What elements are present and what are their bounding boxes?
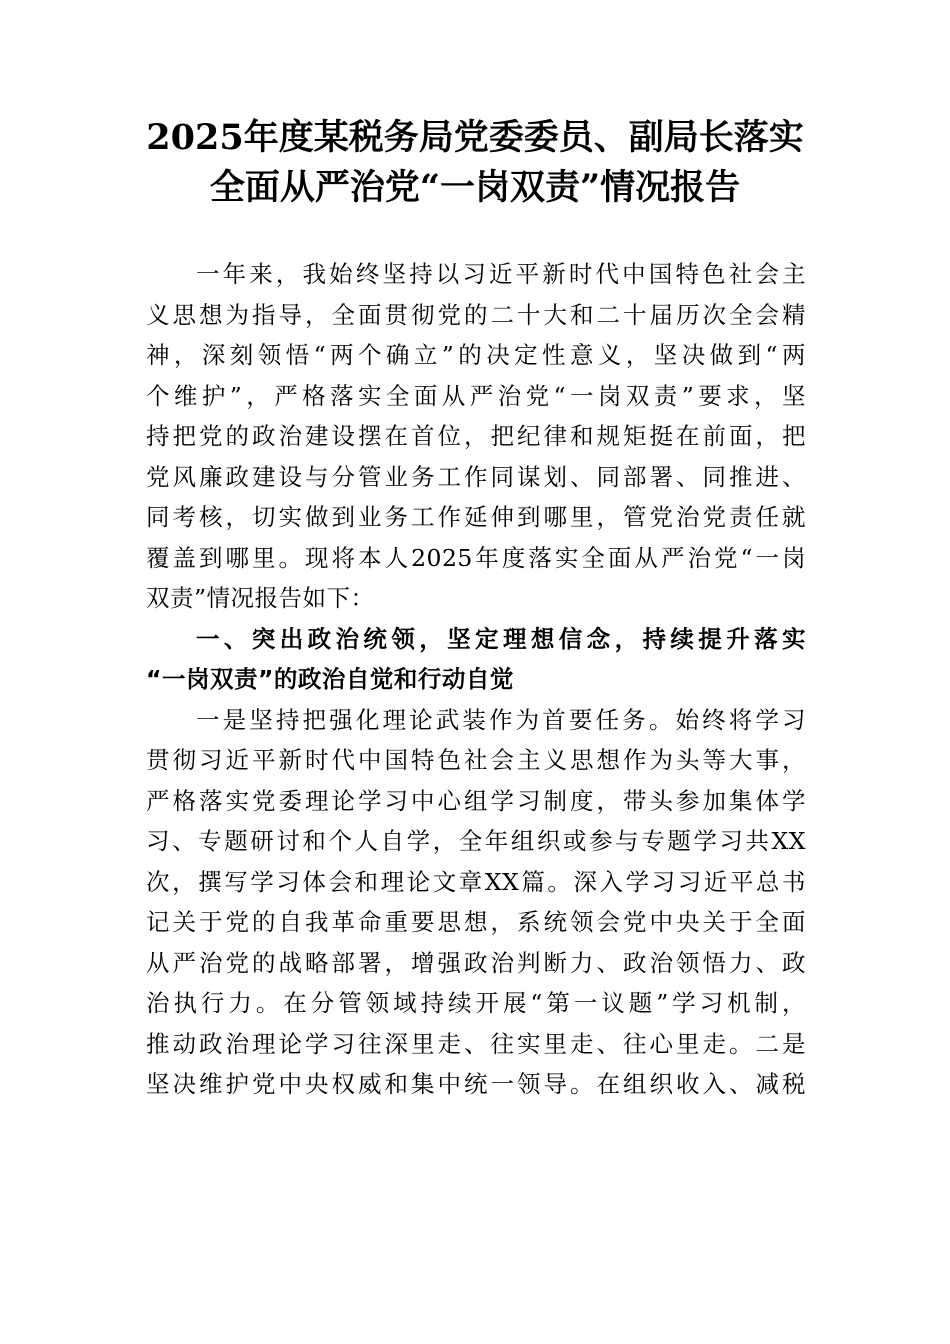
section-body-line: 记关于党的自我革命重要思想，系统领会党中央关于全面 (146, 908, 806, 936)
section-body-line: 治执行力。在分管领域持续开展“第一议题”学习机制， (146, 989, 806, 1017)
section-body-line: 次，撰写学习体会和理论文章XX篇。深入学习习近平总书 (146, 867, 806, 896)
section-body-line: 严格落实党委理论学习中心组学习制度，带头参加集体学 (146, 786, 806, 815)
title-line-2: 全面从严治党“一岗双责”情况报告 (209, 167, 741, 208)
section-body-line: 一是坚持把强化理论武装作为首要任务。始终将学习 (196, 705, 806, 734)
document-body (146, 254, 806, 1105)
intro-line: 义思想为指导，全面贯彻党的二十大和二十届历次全会精 (146, 300, 806, 329)
intro-line: 一年来，我始终坚持以习近平新时代中国特色社会主 (196, 260, 806, 288)
intro-line: 神，深刻领悟“两个确立”的决定性意义，坚决做到“两 (146, 341, 806, 369)
document-title (140, 113, 810, 213)
section-heading-line: “一岗双责”的政治自觉和行动自觉 (146, 665, 514, 693)
intro-line: 双责”情况报告如下： (146, 584, 375, 612)
section-body-line: 坚决维护党中央权威和集中统一领导。在组织收入、减税 (146, 1070, 806, 1098)
section-body-line: 习、专题研讨和个人自学，全年组织或参与专题学习共XX (146, 827, 806, 855)
section-body-line: 从严治党的战略部署，增强政治判断力、政治领悟力、政 (146, 948, 806, 977)
intro-line: 覆盖到哪里。现将本人2025年度落实全面从严治党“一岗 (146, 543, 806, 572)
section-body-line: 贯彻习近平新时代中国特色社会主义思想作为头等大事， (146, 746, 806, 774)
section-body-line: 推动政治理论学习往深里走、往实里走、往心里走。二是 (146, 1029, 806, 1058)
intro-line: 个维护”，严格落实全面从严治党“一岗双责”要求，坚 (146, 381, 806, 410)
title-line-1: 2025年度某税务局党委委员、副局长落实 (146, 117, 804, 158)
intro-line: 持把党的政治建设摆在首位，把纪律和规矩挺在前面，把 (146, 422, 806, 450)
intro-line: 同考核，切实做到业务工作延伸到哪里，管党治党责任就 (146, 503, 806, 531)
intro-line: 党风廉政建设与分管业务工作同谋划、同部署、同推进、 (146, 462, 806, 491)
section-heading-line: 一、突出政治统领，坚定理想信念，持续提升落实 (196, 624, 806, 653)
